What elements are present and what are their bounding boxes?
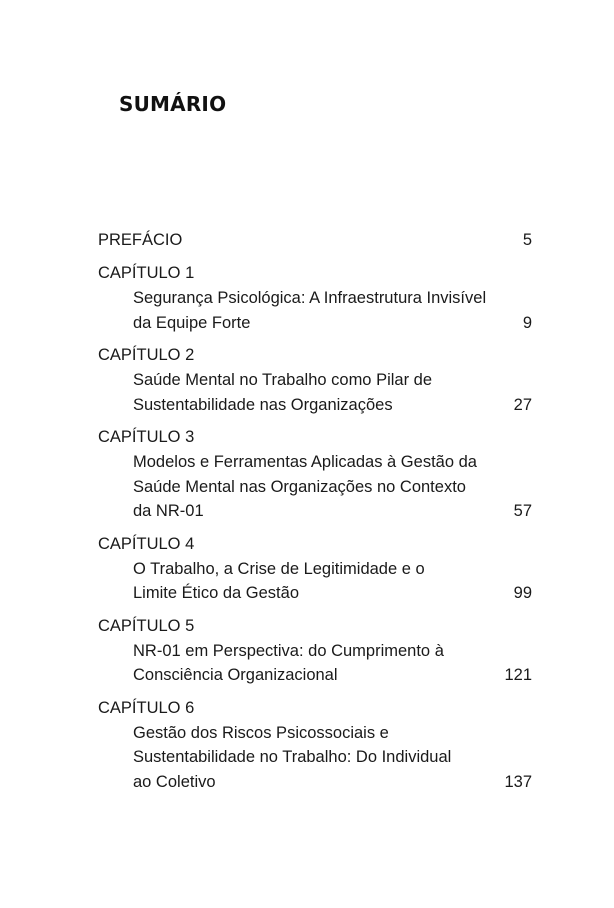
chapter-title-line: Consciência Organizacional bbox=[133, 666, 338, 684]
chapter-title-line: da Equipe Forte bbox=[133, 313, 251, 332]
chapter-label: CAPÍTULO 4 bbox=[98, 534, 195, 553]
chapter-label: CAPÍTULO 2 bbox=[98, 346, 195, 364]
chapter-label: CAPÍTULO 5 bbox=[98, 616, 195, 635]
chapter-title-line: Saúde Mental nas Organizações no Contexto bbox=[133, 477, 466, 496]
chapter-title-line: Segurança Psicológica: A Infraestrutura Invisível bbox=[133, 289, 487, 307]
toc-page-number: 5 bbox=[522, 231, 532, 249]
toc-entry-chapter-3 bbox=[98, 425, 532, 524]
chapter-title-line: Limite Ético da Gestão bbox=[133, 584, 299, 602]
chapter-title-line: Sustentabilidade no Trabalho: Do Individual bbox=[133, 748, 452, 766]
toc-page-number: 57 bbox=[513, 502, 532, 520]
toc-entry-prefacio bbox=[98, 228, 532, 253]
toc-page-number: 27 bbox=[513, 395, 532, 414]
chapter-label: CAPÍTULO 6 bbox=[98, 698, 195, 717]
chapter-title-line: da NR-01 bbox=[133, 502, 204, 520]
page-title: SUMÁRIO bbox=[119, 92, 227, 116]
toc-entry-chapter-5 bbox=[98, 614, 532, 688]
toc-entry-chapter-1 bbox=[98, 261, 532, 335]
toc-entry-chapter-4 bbox=[98, 532, 532, 606]
toc-page-number: 99 bbox=[513, 584, 532, 602]
toc-page-number: 121 bbox=[504, 666, 532, 684]
chapter-title-line: NR-01 em Perspectiva: do Cumprimento à bbox=[133, 641, 444, 660]
chapter-label: CAPÍTULO 1 bbox=[98, 264, 195, 282]
chapter-title-line: ao Coletivo bbox=[133, 772, 216, 791]
toc-entry-chapter-6 bbox=[98, 696, 532, 795]
chapter-title-line: Sustentabilidade nas Organizações bbox=[133, 395, 393, 414]
chapter-title-line: Modelos e Ferramentas Aplicadas à Gestão da bbox=[133, 453, 477, 471]
chapter-title-line: Gestão dos Riscos Psicossociais e bbox=[133, 723, 389, 742]
chapter-label: CAPÍTULO 3 bbox=[98, 428, 195, 446]
toc-page-number: 137 bbox=[504, 772, 532, 791]
table-of-contents bbox=[98, 228, 532, 802]
toc-page-number: 9 bbox=[522, 313, 532, 332]
chapter-title-line: O Trabalho, a Crise de Legitimidade e o bbox=[133, 559, 425, 578]
chapter-title-line: Saúde Mental no Trabalho como Pilar de bbox=[133, 371, 433, 389]
toc-entry-chapter-2 bbox=[98, 343, 532, 417]
toc-entry-label: PREFÁCIO bbox=[98, 231, 183, 249]
